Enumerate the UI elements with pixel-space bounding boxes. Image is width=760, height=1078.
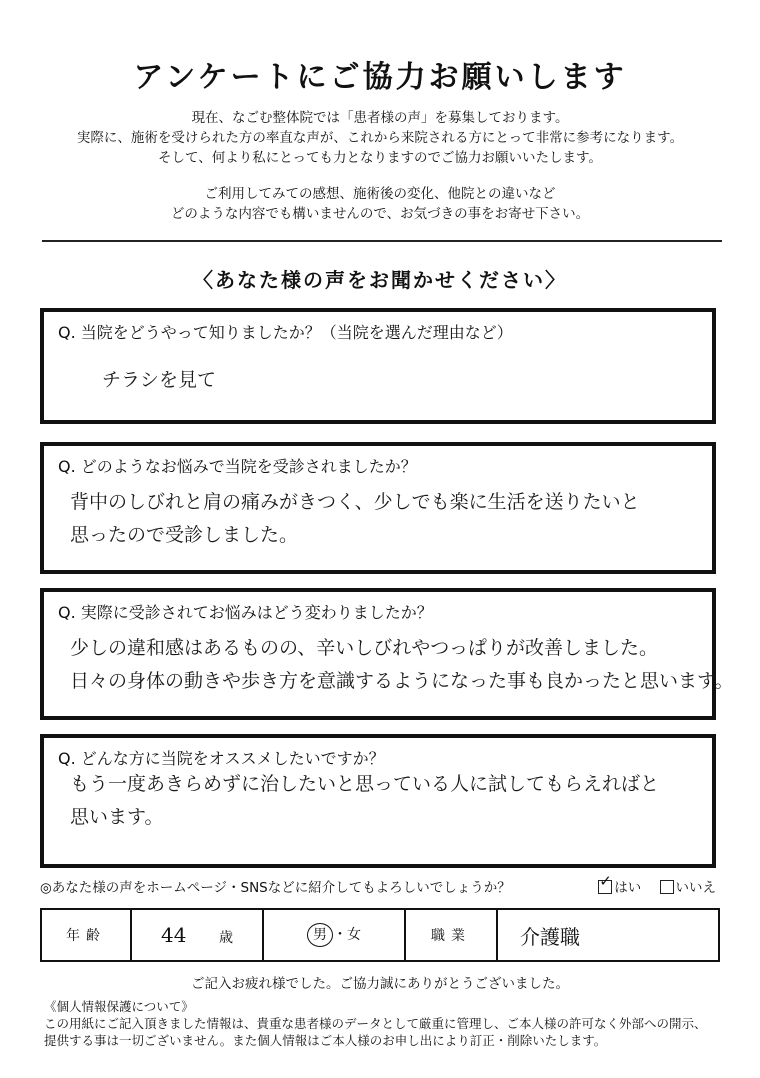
intro-line: そして、何より私にとっても力となりますのでご協力お願いいたします。 — [158, 150, 602, 166]
intro-line: ご利用してみての感想、施術後の変化、他院との違いなど — [204, 186, 556, 202]
age-value: 44 — [161, 923, 187, 947]
answer-line: チラシを見て — [102, 369, 217, 391]
section-title: 〈あなた様の声をお聞かせください〉 — [193, 268, 567, 292]
answer-line: 思ったので受診しました。 — [70, 524, 299, 546]
intro-line: 実際に、施術を受けられた方の率直な声が、これから来院される方にとって非常に参考になります。 — [76, 130, 684, 146]
thanks-message: ご記入お疲れ様でした。ご協力誠にありがとうございました。 — [191, 976, 569, 992]
consent-question: ◎あなた様の声をホームページ・SNSなどに紹介してもよろしいでしょうか？ — [40, 880, 511, 896]
answer-line: 少しの違和感はあるものの、辛いしびれやつっぱりが改善しました。 — [70, 637, 659, 659]
respondent-info-table — [40, 908, 720, 962]
job-value: 介護職 — [520, 924, 580, 949]
question-label: Q. 当院をどうやって知りましたか？（当院を選んだ理由など） — [58, 323, 513, 342]
gender-separator: ・ — [333, 927, 347, 943]
answer-line: 日々の身体の動きや歩き方を意識するようになった事も良かったと思います。 — [70, 670, 734, 692]
divider — [42, 240, 722, 242]
form-title: アンケートにご協力お願いします — [133, 60, 627, 95]
intro-paragraph — [0, 108, 760, 168]
handwritten-answer — [70, 632, 733, 698]
privacy-line: この用紙にご記入頂きました情報は、貴重な患者様のデータとして厳重に管理し、ご本人様の許可なく外部への開示、 — [44, 1016, 707, 1031]
question-box-recommend — [40, 734, 716, 868]
age-label: 年齢 — [41, 909, 131, 961]
question-label: Q. どのようなお悩みで当院を受診されましたか？ — [58, 457, 417, 476]
checkbox-empty-icon[interactable] — [660, 880, 674, 894]
handwritten-answer — [70, 768, 659, 834]
privacy-heading: 《個人情報保護について》 — [44, 999, 194, 1014]
privacy-notice — [44, 998, 744, 1049]
gender-female: 女 — [347, 927, 361, 943]
gender-male-circled: 男 — [307, 923, 333, 947]
consent-row — [40, 872, 720, 896]
answer-line: 背中のしびれと肩の痛みがきつく、少しでも楽に生活を送りたいと — [70, 491, 640, 513]
consent-options — [584, 872, 716, 896]
question-label: Q. どんな方に当院をオススメしたいですか？ — [58, 749, 385, 768]
answer-line: 思います。 — [70, 806, 164, 828]
age-unit: 歳 — [218, 930, 233, 946]
check-mark-icon: ✓ — [599, 872, 612, 890]
gender-cell — [263, 909, 405, 961]
handwritten-answer — [70, 486, 640, 552]
question-label: Q. 実際に受診されてお悩みはどう変わりましたか？ — [58, 603, 433, 622]
intro-line: 現在、なごむ整体院では「患者様の声」を募集しております。 — [191, 110, 569, 126]
consent-yes-label: はい — [614, 880, 642, 896]
job-cell — [497, 909, 719, 961]
intro-paragraph-2 — [0, 184, 760, 224]
age-cell — [131, 909, 263, 961]
question-box-change — [40, 588, 734, 720]
answer-line: もう一度あきらめずに治したいと思っている人に試してもらえればと — [70, 773, 660, 795]
handwritten-answer — [102, 364, 216, 397]
consent-no-option[interactable] — [660, 880, 717, 896]
consent-no-label: いいえ — [675, 880, 716, 896]
consent-yes-option[interactable] — [598, 872, 645, 896]
privacy-line: 提供する事は一切ございません。また個人情報はご本人様のお申し出により訂正・削除いたします。 — [44, 1033, 607, 1048]
question-box-source — [40, 308, 716, 424]
question-box-concern — [40, 442, 716, 574]
job-label: 職業 — [405, 909, 497, 961]
intro-line: どのような内容でも構いませんので、お気づきの事をお寄せ下さい。 — [170, 206, 590, 222]
checkbox-checked-icon[interactable] — [598, 872, 612, 894]
